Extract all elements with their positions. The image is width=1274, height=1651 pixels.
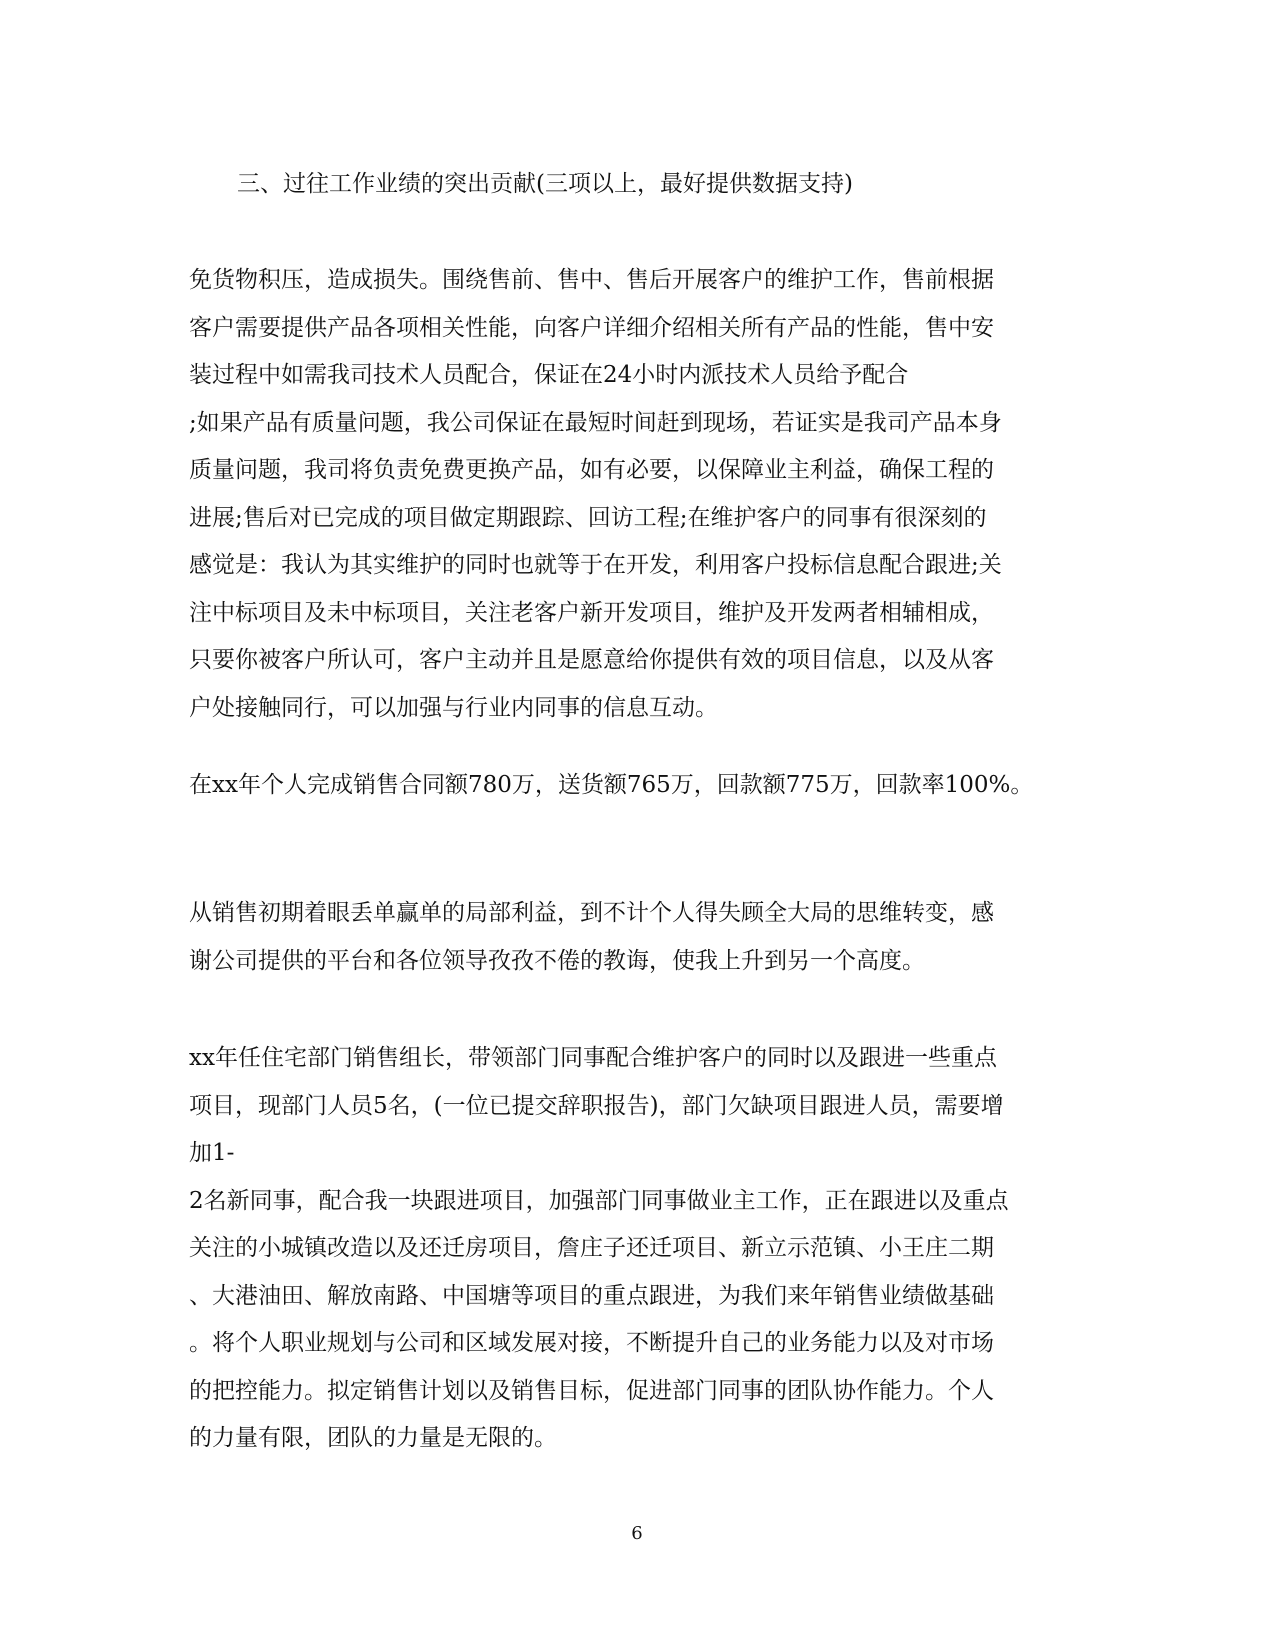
text-line: 。将个人职业规划与公司和区域发展对接，不断提升自己的业务能力以及对市场: [189, 1330, 994, 1356]
paragraph-sales-figures: [189, 762, 1089, 810]
text-line: 装过程中如需我司技术人员配合，保证在24小时内派技术人员给予配合: [189, 362, 909, 388]
text-line: 的把控能力。拟定销售计划以及销售目标，促进部门同事的团队协作能力。个人: [189, 1377, 994, 1404]
text-line: ;如果产品有质量问题，我公司保证在最短时间赶到现场，若证实是我司产品本身: [189, 409, 1002, 436]
text-line: 关注的小城镇改造以及还迁房项目，詹庄子还迁项目、新立示范镇、小王庄二期: [189, 1235, 994, 1261]
text-line: 客户需要提供产品各项相关性能，向客户详细介绍相关所有产品的性能，售中安: [189, 314, 994, 341]
text-line: 从销售初期着眼丢单赢单的局部利益，到不计个人得失顾全大局的思维转变，感: [189, 900, 994, 926]
text-line: 免货物积压，造成损失。围绕售前、售中、售后开展客户的维护工作，售前根据: [189, 267, 994, 293]
text-line: 谢公司提供的平台和各位领导孜孜不倦的教诲，使我上升到另一个高度。: [189, 947, 925, 974]
paragraph-customer-service: [189, 257, 1089, 732]
text-line: xx年任住宅部门销售组长，带领部门同事配合维护客户的同时以及跟进一些重点: [189, 1045, 997, 1071]
paragraph-mindset-change: [189, 890, 1089, 985]
paragraph-team-leadership: [189, 1035, 1089, 1463]
text-line: 户处接触同行，可以加强与行业内同事的信息互动。: [189, 694, 718, 721]
text-line: 进展;售后对已完成的项目做定期跟踪、回访工程;在维护客户的同事有很深刻的: [189, 504, 987, 531]
text-line: 质量问题，我司将负责免费更换产品，如有必要，以保障业主利益，确保工程的: [189, 457, 994, 483]
text-line: 加1-: [189, 1140, 235, 1166]
text-line: 在xx年个人完成销售合同额780万，送货额765万，回款额775万，回款率100%。: [189, 772, 1034, 798]
text-line: 的力量有限，团队的力量是无限的。: [189, 1425, 557, 1451]
text-line: 2名新同事，配合我一块跟进项目，加强部门同事做业主工作，正在跟进以及重点: [189, 1187, 1009, 1214]
text-line: 感觉是：我认为其实维护的同时也就等于在开发，利用客户投标信息配合跟进;关: [189, 552, 1002, 578]
text-line: 项目，现部门人员5名，(一位已提交辞职报告)，部门欠缺项目跟进人员，需要增: [189, 1092, 1004, 1119]
text-line: 只要你被客户所认可，客户主动并且是愿意给你提供有效的项目信息，以及从客: [189, 647, 994, 673]
page-number: 6: [631, 1523, 643, 1544]
text-line: 注中标项目及未中标项目，关注老客户新开发项目，维护及开发两者相辅相成，: [189, 599, 994, 626]
section-heading: 三、过往工作业绩的突出贡献(三项以上，最好提供数据支持): [237, 171, 853, 197]
text-line: 、大港油田、解放南路、中国塘等项目的重点跟进，为我们来年销售业绩做基础: [189, 1282, 994, 1309]
